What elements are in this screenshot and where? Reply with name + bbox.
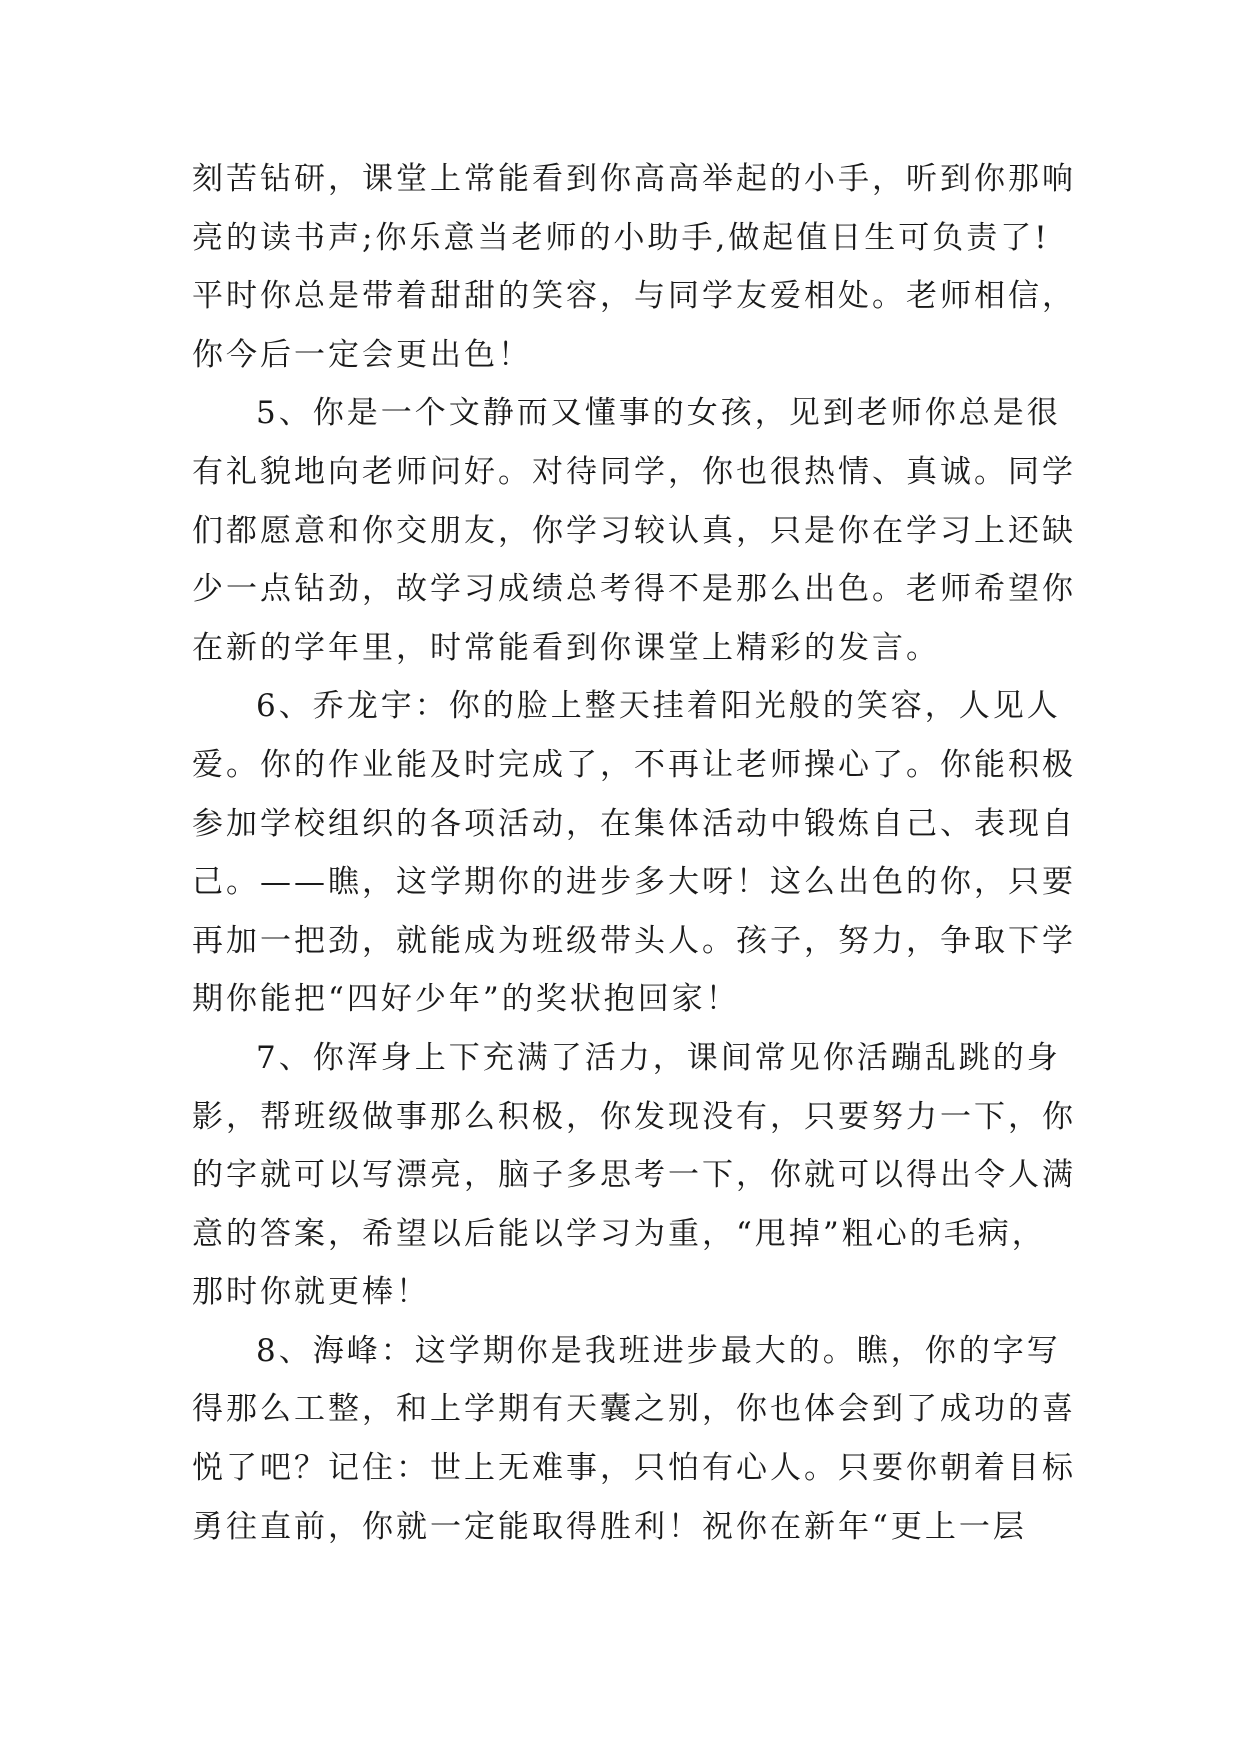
text-line: 影，帮班级做事那么积极，你发现没有，只要努力一下，你 bbox=[192, 1098, 1076, 1135]
text-line: 那时你就更棒！ bbox=[192, 1274, 430, 1311]
text-line: 在新的学年里，时常能看到你课堂上精彩的发言。 bbox=[192, 629, 940, 666]
text-line: 平时你总是带着甜甜的笑容，与同学友爱相处。老师相信， bbox=[192, 278, 1076, 315]
text-line: 亮的读书声;你乐意当老师的小助手,做起值日生可负责了! bbox=[192, 219, 1050, 256]
document-body bbox=[192, 150, 1076, 1556]
text-line: 少一点钻劲，故学习成绩总考得不是那么出色。老师希望你 bbox=[192, 571, 1076, 608]
paragraph-start-line: 5、你是一个文静而又懂事的女孩，见到老师你总是很 bbox=[256, 395, 1061, 432]
text-line: 再加一把劲，就能成为班级带头人。孩子，努力，争取下学 bbox=[192, 922, 1076, 959]
text-line: 参加学校组织的各项活动，在集体活动中锻炼自己、表现自 bbox=[192, 805, 1076, 842]
text-line: 们都愿意和你交朋友，你学习较认真，只是你在学习上还缺 bbox=[192, 512, 1076, 549]
text-line: 期你能把“四好少年”的奖状抱回家！ bbox=[192, 981, 740, 1018]
text-line: 你今后一定会更出色！ bbox=[192, 336, 532, 373]
text-line: 勇往直前，你就一定能取得胜利！祝你在新年“更上一层 bbox=[192, 1508, 1027, 1545]
text-line: 刻苦钻研，课堂上常能看到你高高举起的小手，听到你那响 bbox=[192, 161, 1076, 197]
text-line: 的字就可以写漂亮，脑子多思考一下，你就可以得出令人满 bbox=[192, 1157, 1076, 1194]
text-line: 爱。你的作业能及时完成了，不再让老师操心了。你能积极 bbox=[192, 746, 1076, 783]
text-line: 悦了吧？记住：世上无难事，只怕有心人。只要你朝着目标 bbox=[192, 1450, 1076, 1487]
paragraph-start-line: 7、你浑身上下充满了活力，课间常见你活蹦乱跳的身 bbox=[256, 1039, 1061, 1076]
text-line: 己。——瞧，这学期你的进步多大呀！这么出色的你，只要 bbox=[192, 864, 1076, 901]
paragraph-start-line: 6、乔龙宇：你的脸上整天挂着阳光般的笑容，人见人 bbox=[256, 688, 1061, 725]
paragraph-start-line: 8、海峰：这学期你是我班进步最大的。瞧，你的字写 bbox=[256, 1332, 1061, 1369]
text-line: 得那么工整，和上学期有天囊之别，你也体会到了成功的喜 bbox=[192, 1391, 1076, 1428]
text-line: 有礼貌地向老师问好。对待同学，你也很热情、真诚。同学 bbox=[192, 453, 1076, 490]
text-line: 意的答案，希望以后能以学习为重，“甩掉”粗心的毛病， bbox=[192, 1215, 1046, 1252]
